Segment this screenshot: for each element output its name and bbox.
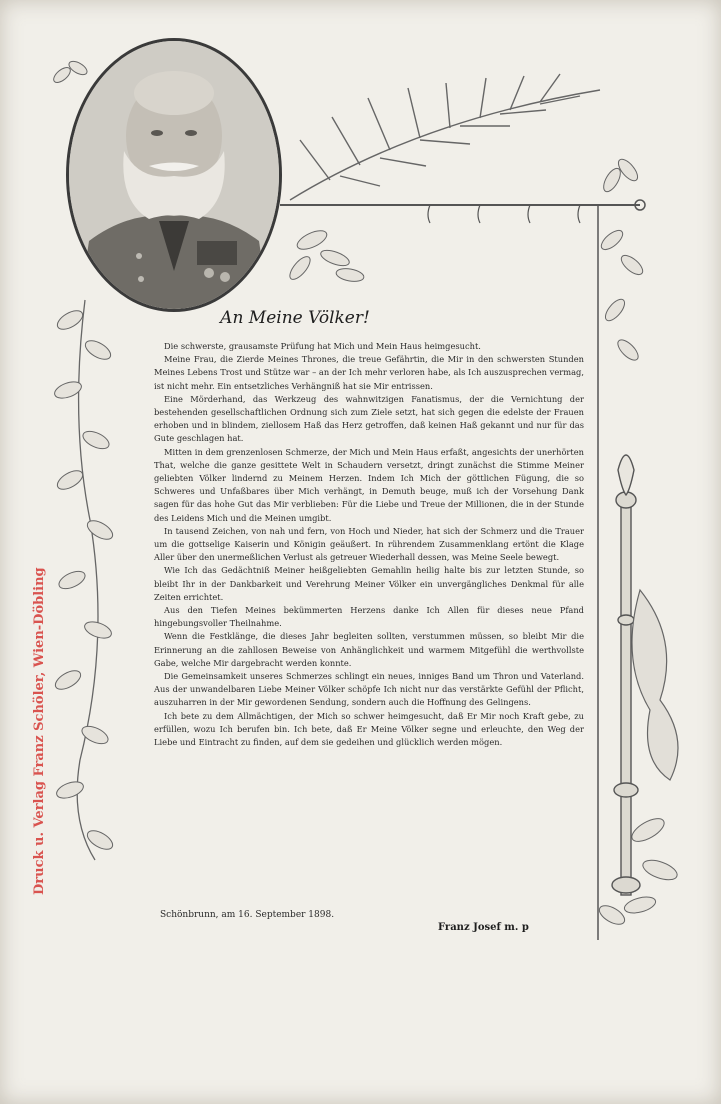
proclamation-body: [154, 340, 584, 749]
paragraph: Aus den Tiefen Meines bekümmerten Herzens danke Ich Allen für dieses neue Pfand hingebungsvoller Theilnahme.: [154, 605, 584, 629]
page-title: An Meine Völker!: [220, 308, 370, 328]
signature: Franz Josef m. p: [438, 922, 529, 933]
publisher-text: Druck u. Verlag Franz Schöler, Wien-Döbling: [32, 567, 47, 895]
portrait-medallion: [66, 38, 282, 312]
paragraph: In tausend Zeichen, von nah und fern, von Hoch und Nieder, hat sich der Schmerz und die Trauer um die gottselige Kaiserin und Königin geäußert. In rührendem Zusammenklang ertönt die Klage Aller über den unermeßlichen Verlust als getreuer Wiederhall dessen, was Meine Seele bewegt.: [154, 525, 584, 563]
paragraph: Wenn die Festklänge, die dieses Jahr begleiten sollten, verstummen müssen, so bleibt Mir die Erinnerung an die zahllosen Beweise von Anhänglichkeit und warmem Mitgefühl die werthvollste Gabe, welche Mir dargebracht werden konnte.: [154, 631, 584, 668]
paragraph: Ich bete zu dem Allmächtigen, der Mich so schwer heimgesucht, daß Er Mir noch Kraft gebe, zu erfüllen, wozu Ich berufen bin. Ich bete, daß Er Meine Völker segne und erleuchte, den Weg der Liebe und Eintracht zu finden, auf dem sie gedeihen und glücklich werden mögen.: [154, 710, 584, 748]
paragraph: Die Gemeinsamkeit unseres Schmerzes schlingt ein neues, inniges Band um Thron und Vaterland. Aus der unwandelbaren Liebe Meiner Völker schöpfe Ich nicht nur das verstärkte Gefühl der Pflicht, auszuharren in der Mir gewordenen Sendung, sondern auch die Hoffnung des Gelingens.: [154, 671, 584, 708]
paragraph: Meine Frau, die Zierde Meines Thrones, die treue Gefährtin, die Mir in den schwersten Stunden Meines Lebens Trost und Stütze war – an der Ich mehr verloren habe, als Ich auszusprechen vermag, ist nicht mehr. Ein entsetzliches Verhängniß hat sie Mir entrissen.: [154, 354, 584, 391]
paragraph: Wie Ich das Gedächtniß Meiner heißgeliebten Gemahlin heilig halte bis zur letzten Stunde, so bleibt Ihr in der Dankbarkeit und Verehrung Meiner Völker ein unvergängliches Denkmal für alle Zeiten errichtet.: [154, 565, 584, 602]
paragraph: Mitten in dem grenzenlosen Schmerze, der Mich und Mein Haus erfaßt, angesichts der unerhörten That, welche die ganze gesittete Welt in Schaudern versetzt, dringt zunächst die Stimme Meiner geliebten Völker lindernd zu Meinem Herzen. Indem Ich Mich der göttlichen Fügung, die so Schweres und Unfaßbares über Mich verhängt, in Demuth beuge, muß ich der Vorsehung Dank sagen für das hohe Gut das Mir verblieben: Für die Liebe und Treue der Millionen, die in der Stunde des Leidens Mich und die Meinen umgibt.: [154, 446, 584, 523]
paragraph: Eine Mörderhand, das Werkzeug des wahnwitzigen Fanatismus, der die Vernichtung der bestehenden gesellschaftlichen Ordnung sich zum Ziele setzt, hat sich gegen die edelste der Frauen erhoben und in blindem, ziellosem Haß das Herz getroffen, daß keinen Haß gekannt und nur für das Gute geschlagen hat.: [154, 393, 584, 444]
paragraph: Die schwerste, grausamste Prüfung hat Mich und Mein Haus heimgesucht.: [164, 341, 481, 351]
dateline: Schönbrunn, am 16. September 1898.: [160, 910, 335, 920]
portrait-emperor-image: [69, 41, 279, 309]
publisher-imprint: [32, 567, 56, 895]
